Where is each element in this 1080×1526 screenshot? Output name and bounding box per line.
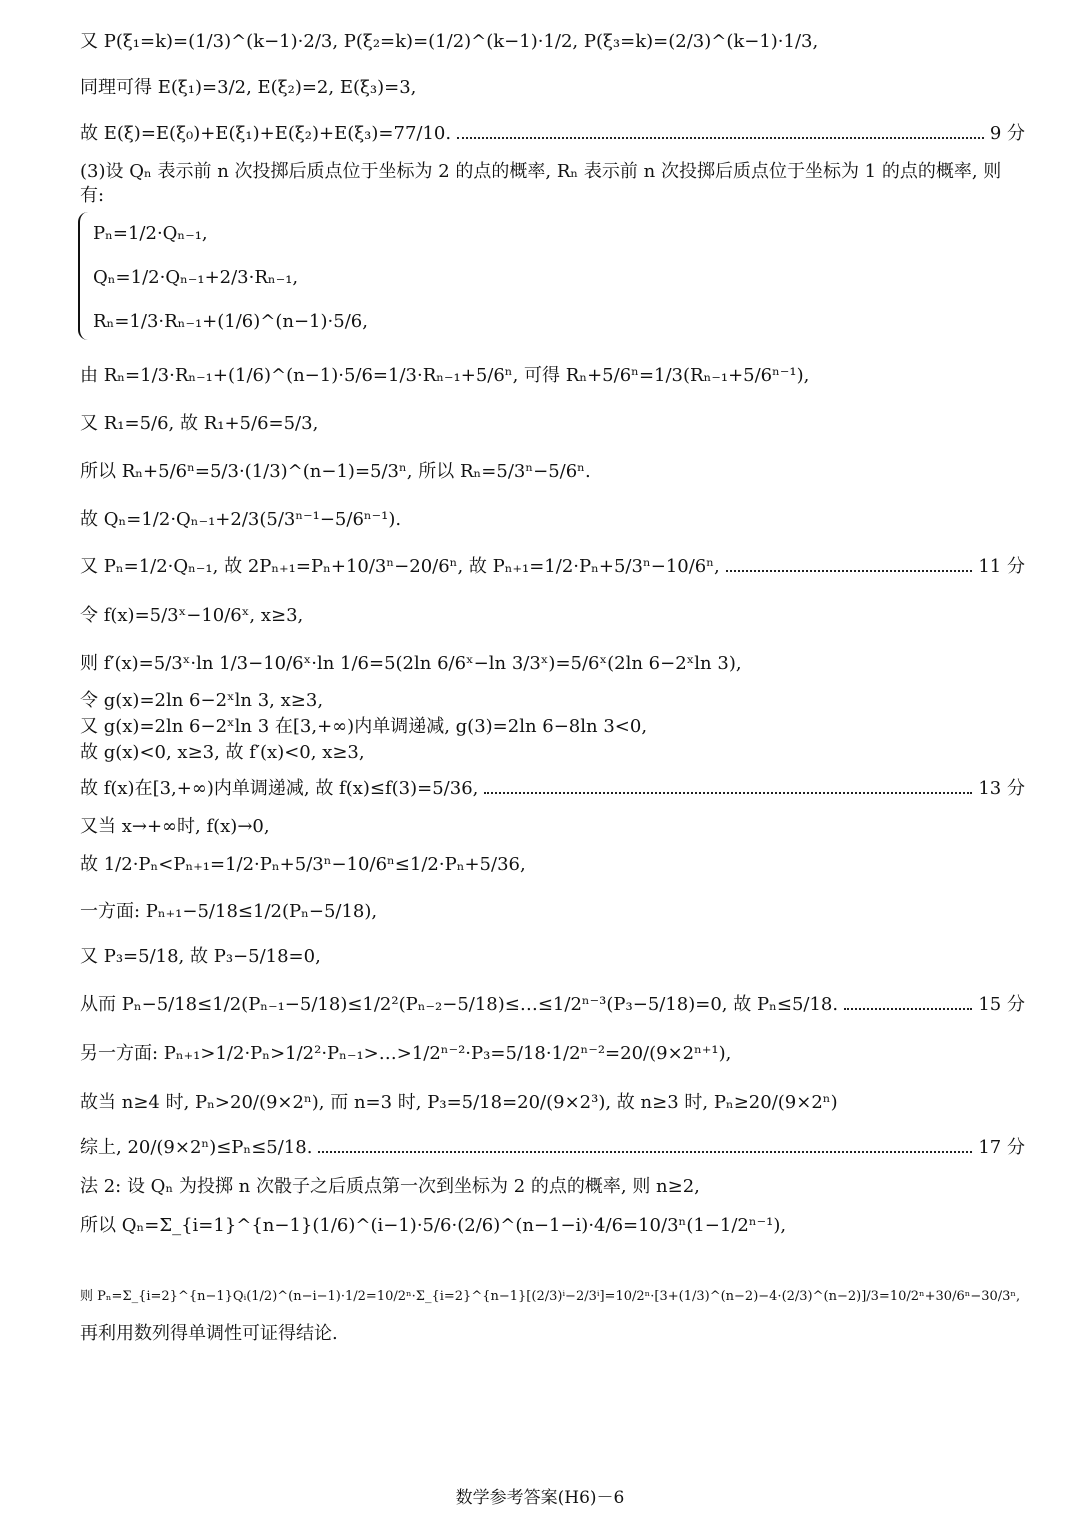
- line-method2-q: 所以 Qₙ=Σ_{i=1}^{n−1}(1/6)^(i−1)·5/6·(2/6)^(n−1−i)·4/6=10/3ⁿ(1−1/2ⁿ⁻¹),: [80, 1215, 787, 1236]
- line-define-g: 令 g(x)=2ln 6−2ˣln 3, x≥3,: [80, 690, 324, 711]
- line-other-side: 另一方面: Pₙ₊₁>1/2·Pₙ>1/2²·Pₙ₋₁>…>1/2ⁿ⁻²·P₃=5/18·1/2ⁿ⁻²=20/(9×2ⁿ⁺¹),: [80, 1043, 732, 1064]
- score-label: 9 分: [989, 123, 1025, 144]
- line-one-side: 一方面: Pₙ₊₁−5/18≤1/2(Pₙ−5/18),: [80, 901, 378, 922]
- line-sign: 故 g(x)<0, x≥3, 故 f′(x)<0, x≥3,: [80, 742, 365, 763]
- line-conclusion: 综上, 20/(9×2ⁿ)≤Pₙ≤5/18. 17 分: [80, 1137, 1025, 1158]
- score-label: 17 分: [978, 1137, 1025, 1158]
- line-g-decreasing: 又 g(x)=2ln 6−2ˣln 3 在[3,+∞)内单调递减, g(3)=2ln 6−8ln 3<0,: [80, 716, 648, 737]
- line-part3-intro: (3)设 Qₙ 表示前 n 次投掷后质点位于坐标为 2 的点的概率, Rₙ 表示前 n 次投掷后质点位于坐标为 1 的点的概率, 则有:: [80, 161, 1002, 206]
- line-expectations: 同理可得 E(ξ₁)=3/2, E(ξ₂)=2, E(ξ₃)=3,: [80, 77, 417, 98]
- line-r-recurrence: 由 Rₙ=1/3·Rₙ₋₁+(1/6)^(n−1)·5/6=1/3·Rₙ₋₁+5/6ⁿ, 可得 Rₙ+5/6ⁿ=1/3(Rₙ₋₁+5/6ⁿ⁻¹),: [80, 365, 810, 386]
- line-upper-bound: 从而 Pₙ−5/18≤1/2(Pₙ₋₁−5/18)≤1/2²(Pₙ₋₂−5/18)≤…≤1/2ⁿ⁻³(P₃−5/18)=0, 故 Pₙ≤5/18. 15 分: [80, 994, 1025, 1015]
- line-r1: 又 R₁=5/6, 故 R₁+5/6=5/3,: [80, 413, 319, 434]
- score-label: 11 分: [978, 556, 1025, 577]
- system-eq-q: Qₙ=1/2·Qₙ₋₁+2/3·Rₙ₋₁,: [93, 267, 299, 288]
- system-eq-p: Pₙ=1/2·Qₙ₋₁,: [93, 223, 208, 244]
- line-p-recurrence: 又 Pₙ=1/2·Qₙ₋₁, 故 2Pₙ₊₁=Pₙ+10/3ⁿ−20/6ⁿ, 故 Pₙ₊₁=1/2·Pₙ+5/3ⁿ−10/6ⁿ, 11 分: [80, 556, 1025, 577]
- line-limit: 又当 x→+∞时, f(x)→0,: [80, 816, 270, 837]
- line-total-expectation: 故 E(ξ)=E(ξ₀)+E(ξ₁)+E(ξ₂)+E(ξ₃)=77/10. 9 分: [80, 123, 1025, 144]
- score-label: 13 分: [978, 778, 1025, 799]
- line-define-f: 令 f(x)=5/3ˣ−10/6ˣ, x≥3,: [80, 605, 304, 626]
- line-derivative: 则 f′(x)=5/3ˣ·ln 1/3−10/6ˣ·ln 1/6=5(2ln 6/6ˣ−ln 3/3ˣ)=5/6ˣ(2ln 6−2ˣln 3),: [80, 653, 742, 674]
- score-label: 15 分: [978, 994, 1025, 1015]
- line-p3: 又 P₃=5/18, 故 P₃−5/18=0,: [80, 946, 321, 967]
- line-xi-distributions: 又 P(ξ₁=k)=(1/3)^(k−1)·2/3, P(ξ₂=k)=(1/2)^(k−1)·1/2, P(ξ₃=k)=(2/3)^(k−1)·1/3,: [80, 31, 819, 52]
- line-r-closed-form: 所以 Rₙ+5/6ⁿ=5/3·(1/3)^(n−1)=5/3ⁿ, 所以 Rₙ=5/3ⁿ−5/6ⁿ.: [80, 461, 591, 482]
- line-final-note: 再利用数列得单调性可证得结论.: [80, 1323, 338, 1344]
- line-lower-bound: 故当 n≥4 时, Pₙ>20/(9×2ⁿ), 而 n=3 时, P₃=5/18=20/(9×2³), 故 n≥3 时, Pₙ≥20/(9×2ⁿ): [80, 1092, 838, 1113]
- page-footer: 数学参考答案(H6)－6: [455, 1488, 625, 1508]
- line-method2-intro: 法 2: 设 Qₙ 为投掷 n 次骰子之后质点第一次到坐标为 2 的点的概率, 则 n≥2,: [80, 1176, 700, 1197]
- system-brace: [78, 212, 92, 340]
- line-f-bound: 故 f(x)在[3,+∞)内单调递减, 故 f(x)≤f(3)=5/36, 13 分: [80, 778, 1025, 799]
- line-method2-p: 则 Pₙ=Σ_{i=2}^{n−1}Qᵢ(1/2)^(n−i−1)·1/2=10/2ⁿ·Σ_{i=2}^{n−1}[(2/3)ⁱ−2/3ⁱ]=10/2ⁿ·[3+(1/3)^(n−2)−4·(2/3)^(n−2)]/3=10/2ⁿ+30/6ⁿ−30/3ⁿ,: [80, 1289, 1021, 1304]
- line-q-recurrence: 故 Qₙ=1/2·Qₙ₋₁+2/3(5/3ⁿ⁻¹−5/6ⁿ⁻¹).: [80, 509, 402, 530]
- line-p-inequality: 故 1/2·Pₙ<Pₙ₊₁=1/2·Pₙ+5/3ⁿ−10/6ⁿ≤1/2·Pₙ+5/36,: [80, 854, 526, 875]
- system-eq-r: Rₙ=1/3·Rₙ₋₁+(1/6)^(n−1)·5/6,: [93, 311, 368, 332]
